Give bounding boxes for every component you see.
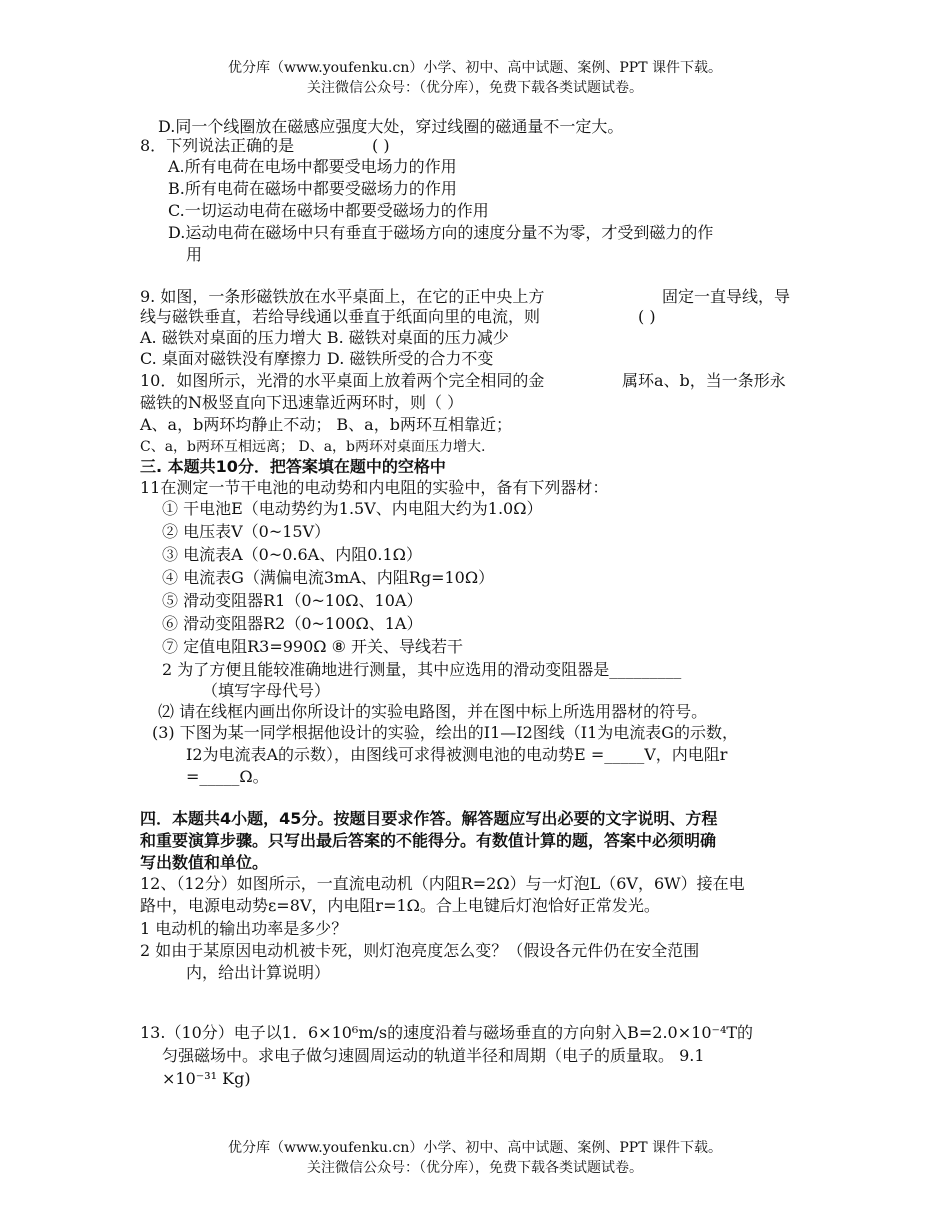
q8-stem: 8．下列说法正确的是 [140,136,295,155]
q8-option-b: B.所有电荷在磁场中都要受磁场力的作用 [168,179,457,198]
q8-option-a: A.所有电荷在电场中都要受电场力的作用 [168,157,457,176]
section3-title: 三. 本题共10分．把答案填在题中的空格中 [140,457,446,476]
q8-option-d-line1: D.运动电荷在磁场中只有垂直于磁场方向的速度分量不为零，才受到磁力的作 [168,223,714,242]
q9-answer-paren: ( ) [638,307,656,326]
q12-sub2-line2: 内，给出计算说明） [186,963,331,982]
section4-line3: 写出数值和单位。 [140,853,269,872]
q11-item-6: ⑥ 滑动变阻器R2（0~100Ω、1A） [162,614,423,633]
q12-sub2-line1: 2 如由于某原因电动机被卡死，则灯泡亮度怎么变？（假设各元件仍在安全范围 [140,941,700,960]
q11-item-5: ⑤ 滑动变阻器R1（0~10Ω、10A） [162,591,423,610]
q9-line1b: 固定一直导线，导 [662,287,791,306]
q12-line1: 12、（12分）如图所示，一直流电动机（内阻R=2Ω）与一灯泡L（6V，6W）接在电 [140,874,745,893]
q12-line2: 路中，电源电动势ε=8V，内电阻r=1Ω。合上电键后灯泡恰好正常发光。 [140,896,660,915]
q8-option-c: C.一切运动电荷在磁场中都要受磁场力的作用 [168,201,489,220]
q11-sub3-line1: (3) 下图为某一同学根据他设计的实验，绘出的I1—I2图线（I1为电流表G的示数， [152,723,739,742]
q10-line1a: 10．如图所示，光滑的水平桌面上放着两个完全相同的金 [140,371,545,390]
q11-sub3-line2: I2为电流表A的示数），由图线可求得被测电池的电动势E =_____V，内电阻r [186,745,728,764]
q8-answer-paren: ( ) [372,136,390,155]
q10-options-ab: A、a，b两环均静止不动； B、a，b两环互相靠近； [140,415,512,434]
q8-option-d-line2: 用 [186,245,203,264]
q11-sub1-line2: （填写字母代号） [202,681,331,700]
q12-sub1: 1 电动机的输出功率是多少？ [140,919,348,938]
q11-sub2: ⑵ 请在线框内画出你所设计的实验电路图，并在图中标上所选用器材的符号。 [158,702,708,721]
q11-item-3: ③ 电流表A（0~0.6A、内阻0.1Ω） [162,545,422,564]
q9-options-ab: A. 磁铁对桌面的压力增大 B. 磁铁对桌面的压力减少 [140,328,509,347]
q11-item-1: ① 干电池E（电动势约为1.5V、内电阻大约为1.0Ω） [162,499,543,518]
footer-line-1: 优分库（www.youfenku.cn）小学、初中、高中试题、案例、PPT 课件下载。 [227,1140,722,1156]
q10-line2: 磁铁的N极竖直向下迅速靠近两环时，则（ ） [140,393,464,412]
q11-sub3-line3: =_____Ω。 [186,767,269,786]
q11-sub1-line1: 2 为了方便且能较准确地进行测量，其中应选用的滑动变阻器是_________ [162,660,682,679]
q13-line3: ×10⁻³¹ Kg) [162,1069,251,1088]
q7-option-d: D.同一个线圈放在磁感应强度大处，穿过线圈的磁通量不一定大。 [158,117,624,136]
section4-line1: 四．本题共4小题，45分。按题目要求作答。解答题应写出必要的文字说明、方程 [140,809,718,828]
q9-line2: 线与磁铁垂直，若给导线通以垂直于纸面向里的电流，则 [140,307,541,326]
q10-line1b: 属环a、b，当一条形永 [622,371,786,390]
q9-options-cd: C. 桌面对磁铁没有摩擦力 D. 磁铁所受的合力不变 [140,349,494,368]
q9-line1a: 9. 如图，一条形磁铁放在水平桌面上，在它的正中央上方 [140,287,545,306]
header-line-1: 优分库（www.youfenku.cn）小学、初中、高中试题、案例、PPT 课件下载。 [227,60,722,76]
section4-line2: 和重要演算步骤。只写出最后答案的不能得分。有数值计算的题，答案中必须明确 [140,831,717,850]
q13-line1: 13.（10分）电子以1．6×10⁶m/s的速度沿着与磁场垂直的方向射入B=2.0×10⁻⁴T的 [140,1023,754,1042]
q11-item-2: ② 电压表V（0~15V） [162,522,331,541]
q11-item-4: ④ 电流表G（满偏电流3mA、内阻Rg=10Ω） [162,568,495,587]
q11-item-7: ⑦ 定值电阻R3=990Ω ⑧ 开关、导线若干 [162,637,464,656]
header-line-2: 关注微信公众号：（优分库），免费下载各类试题试卷。 [307,80,643,96]
footer-line-2: 关注微信公众号：（优分库），免费下载各类试题试卷。 [307,1160,643,1176]
q13-line2: 匀强磁场中。求电子做匀速圆周运动的轨道半径和周期（电子的质量取。 9.1 [162,1046,705,1065]
q10-options-cd: C、a，b两环互相远离； D、a，b两环对桌面压力增大. [140,439,486,455]
q11-intro: 11在测定一节干电池的电动势和内电阻的实验中，备有下列器材： [140,478,609,497]
